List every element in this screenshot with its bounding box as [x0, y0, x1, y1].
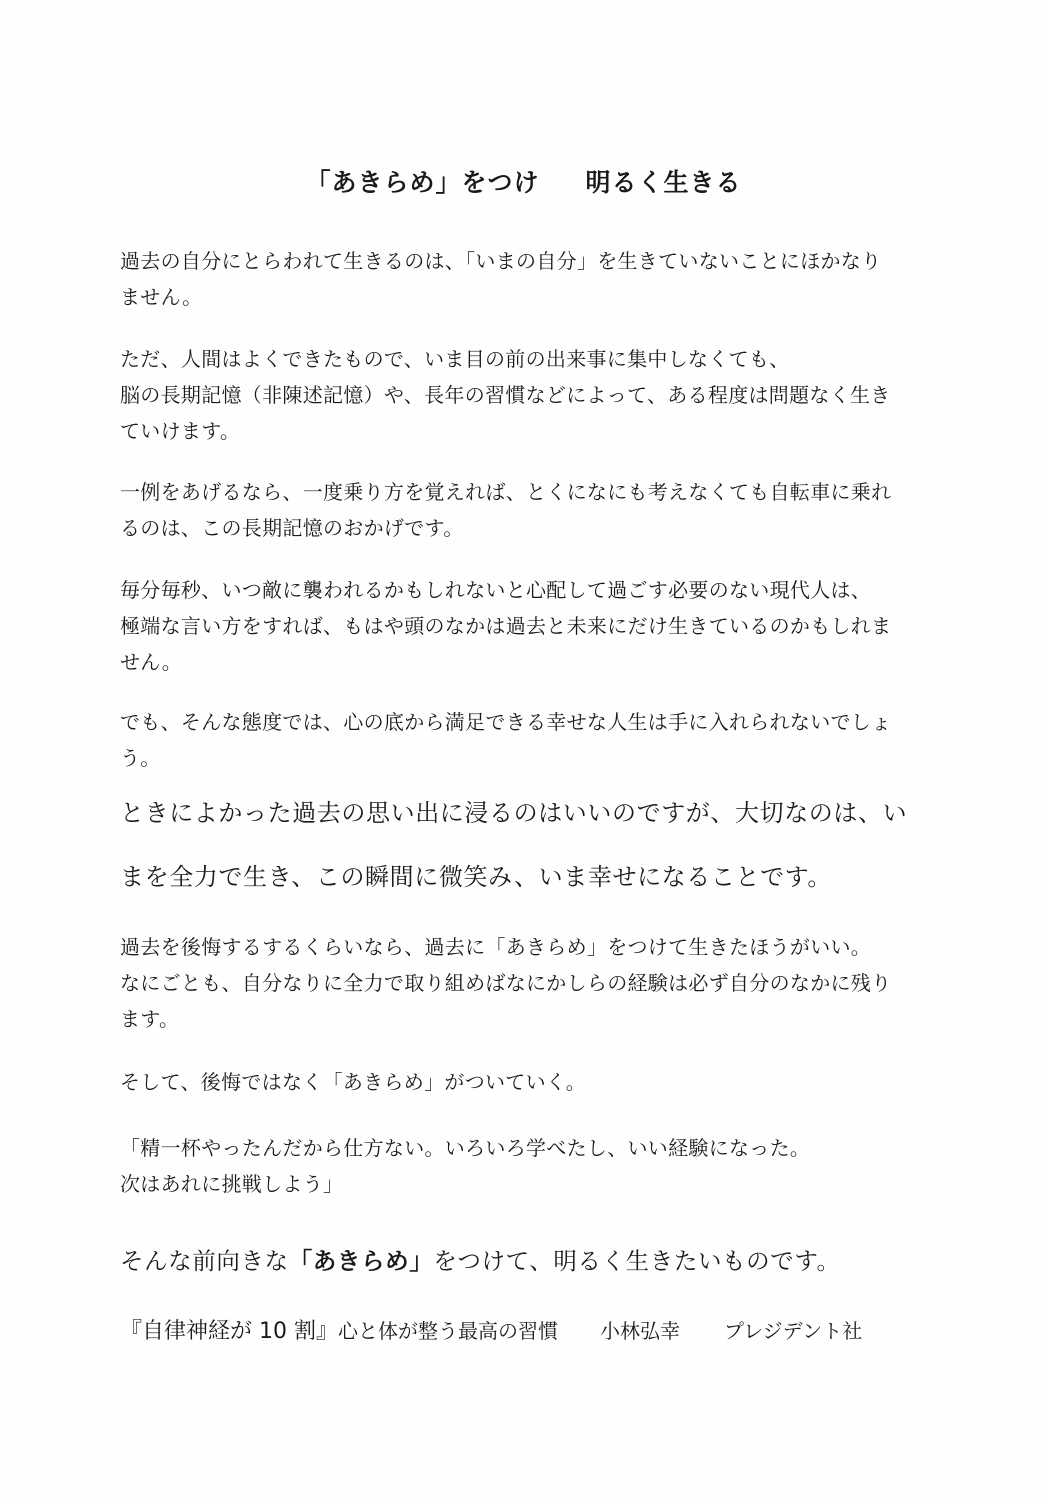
paragraph-line: 毎分毎秒、いつ敵に襲われるかもしれないと心配して過ごす必要のない現代人は、 [120, 578, 872, 602]
paragraph-line: 過去の自分にとらわれて生きるのは、「いまの自分」を生きていないことにほかなり [120, 249, 882, 273]
closing-emphasis: 「あきらめ」 [288, 1247, 434, 1275]
citation [120, 1314, 950, 1345]
paragraph-line: せん。 [120, 650, 183, 674]
closing-sentence [120, 1243, 950, 1279]
paragraph-9-quote [120, 1130, 950, 1202]
paragraph-2 [120, 341, 950, 449]
paragraph-line: ます。 [120, 1007, 180, 1031]
title-right: 明るく生きる [585, 168, 742, 197]
paragraph-line: 次はあれに挑戦しよう」 [120, 1172, 344, 1196]
closing-after: をつけて、明るく生きたいものです。 [433, 1247, 841, 1275]
closing-before: そんな前向きな [120, 1247, 289, 1275]
paragraph-line: 脳の長期記憶（非陳述記憶）や、長年の習慣などによって、ある程度は問題なく生き [120, 383, 891, 407]
paragraph-line: う。 [120, 746, 161, 770]
paragraph-line: 「精一杯やったんだから仕方ない。いろいろ学べたし、いい経験になった。 [120, 1136, 811, 1160]
paragraph-line: まを全力で生き、この瞬間に微笑み、いま幸せになることです。 [120, 863, 832, 891]
paragraph-line: ただ、人間はよくできたもので、いま目の前の出来事に集中しなくても、 [120, 347, 790, 371]
citation-subtitle: 心と体が整う最高の習慣 [337, 1319, 558, 1343]
paragraph-6-emphasis [120, 781, 950, 909]
paragraph-line: 一例をあげるなら、一度乗り方を覚えれば、とくになにも考えなくても自転車に乗れ [120, 480, 892, 504]
paragraph-line: るのは、この長期記憶のおかげです。 [120, 516, 464, 540]
title-left: 「あきらめ」をつけ [305, 168, 540, 197]
paragraph-line: そして、後悔ではなく「あきらめ」がついていく。 [120, 1070, 587, 1094]
paragraph-5 [120, 704, 950, 776]
paragraph-3 [120, 474, 950, 546]
paragraph-line: ときによかった過去の思い出に浸るのはいいのですが、大切なのは、い [120, 799, 908, 827]
closing-line [120, 1243, 950, 1279]
paragraph-line: なにごとも、自分なりに全力で取り組めばなにかしらの経験は必ず自分のなかに残り [120, 971, 892, 995]
paragraph-1 [120, 243, 950, 315]
paragraph-line: ません。 [120, 285, 203, 309]
paragraph-4 [120, 572, 950, 680]
paragraph-line: 過去を後悔するするくらいなら、過去に「あきらめ」をつけて生きたほうがいい。 [120, 935, 872, 959]
paragraph-line: でも、そんな態度では、心の底から満足できる幸せな人生は手に入れられないでしょ [120, 710, 892, 734]
citation-publisher: プレジデント社 [723, 1319, 863, 1343]
citation-book-title: 『自律神経が 10 割』 [120, 1319, 338, 1344]
paragraph-7 [120, 929, 950, 1037]
citation-author: 小林弘幸 [599, 1319, 680, 1343]
document-title [0, 163, 1047, 199]
paragraph-8 [120, 1064, 950, 1100]
paragraph-line: 極端な言い方をすれば、もはや頭のなかは過去と未来にだけ生きているのかもしれま [120, 614, 892, 638]
paragraph-line: ていけます。 [120, 419, 241, 443]
